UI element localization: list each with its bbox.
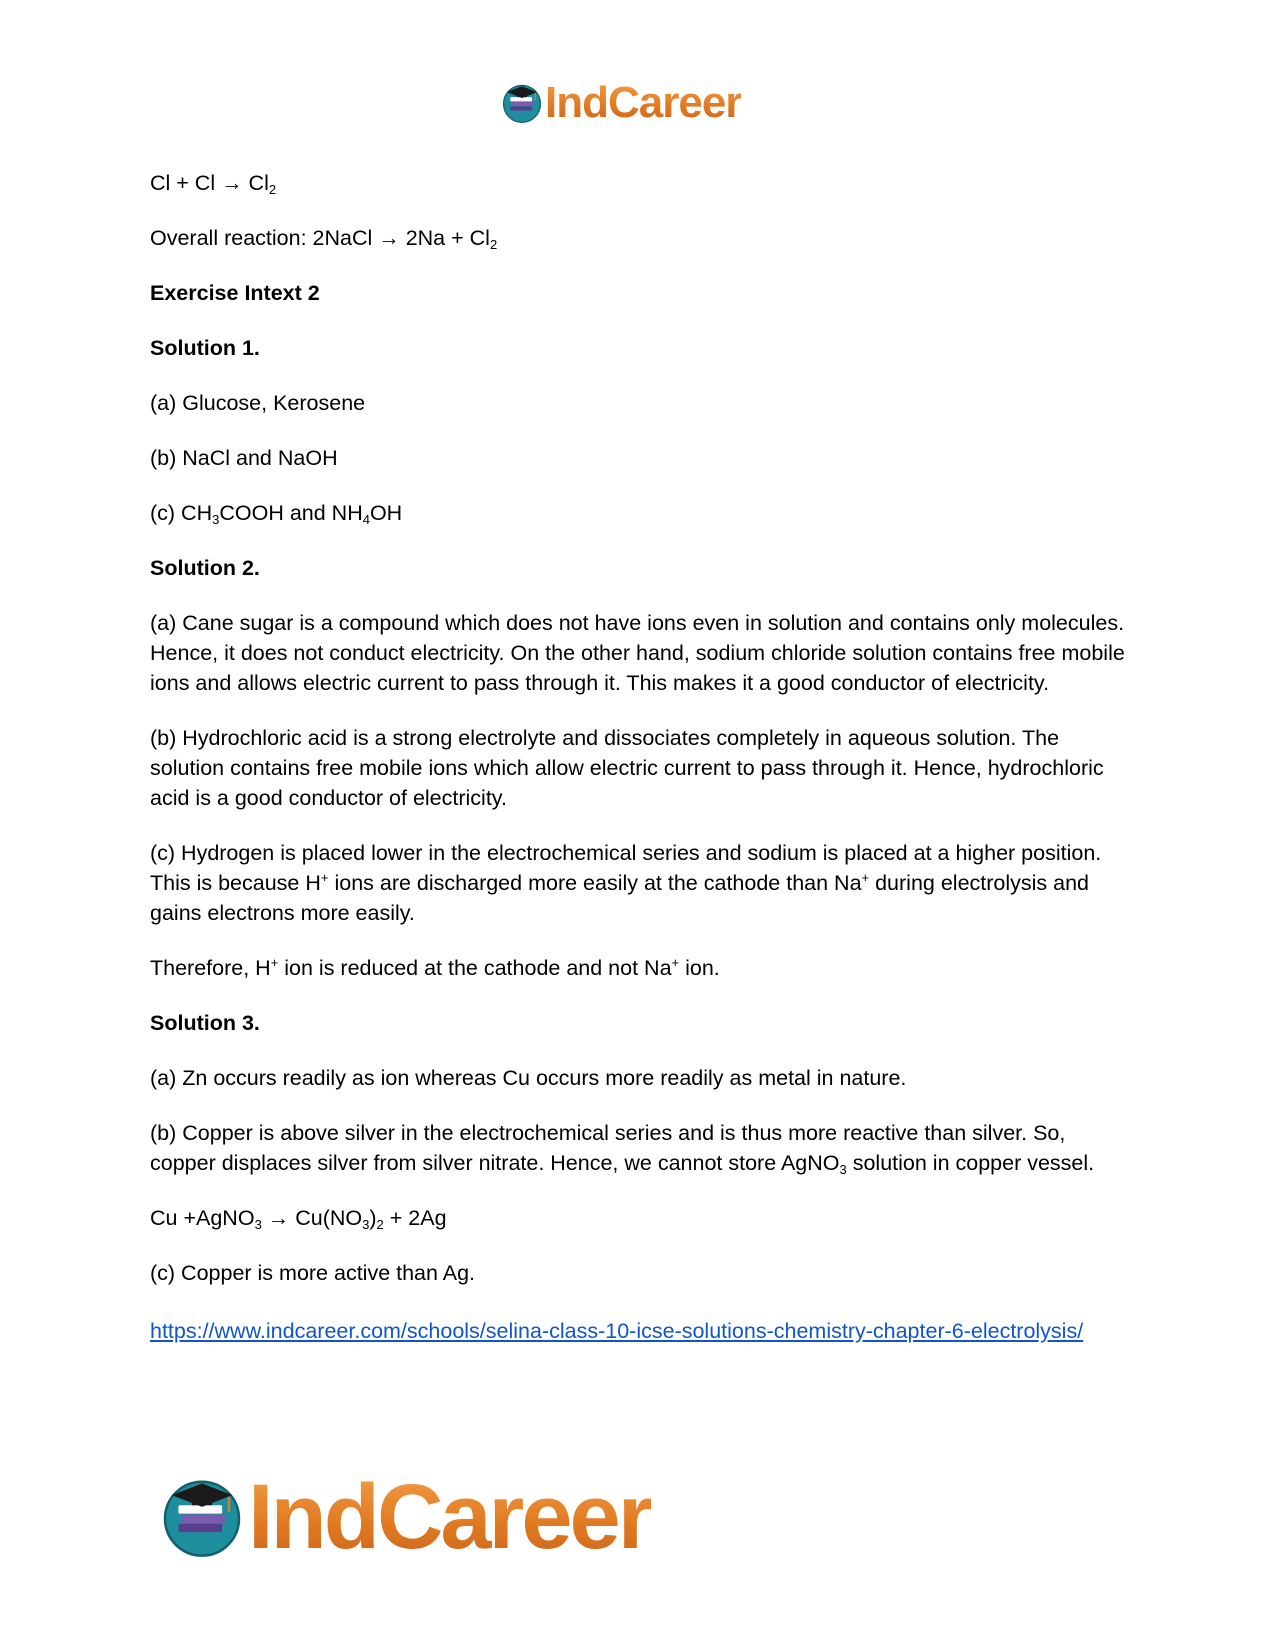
- header-logo: [501, 78, 741, 128]
- solution-3-equation: Cu +AgNO$_3$ → $Cu(NO_3)_2 + 2Ag$: [150, 1206, 447, 1232]
- overall-reaction: Overall reaction: 2NaCl → $2Na + Cl_2$: [150, 226, 498, 252]
- logo-text: IndCareer: [248, 1465, 651, 1568]
- solution-3-b: (b) Copper is above silver in the electrochemical series and is thus more reactive than silver. So, copper displaces silver from silver nitrate. Hence, we cannot store AgNO$_3$ solution in copper vessel.: [150, 1121, 1095, 1177]
- source-link[interactable]: https://www.indcareer.com/schools/selina-class-10-icse-solutions-chemistry-chapter-6-electrolysis/: [150, 1319, 1084, 1343]
- solution-3-c: (c) Copper is more active than Ag.: [150, 1261, 476, 1285]
- solution-3-a: (a) Zn occurs readily as ion whereas Cu occurs more readily as metal in nature.: [150, 1066, 907, 1090]
- graduation-book-icon: [501, 82, 543, 124]
- source-link-paragraph: [150, 1313, 1130, 1349]
- solution-1-c: (c) $CH_3COOH$ and $NH_4OH$: [150, 501, 403, 527]
- solution-2-b: (b) Hydrochloric acid is a strong electrolyte and dissociates completely in aqueous solution. The solution contains free mobile ions which allow electric current to pass through it. Hence, hydrochloric acid is a good conductor of electricity.: [150, 726, 1104, 810]
- logo-text: IndCareer: [545, 78, 742, 127]
- solution-3-title: Solution 3.: [150, 1011, 260, 1035]
- footer-logo: [160, 1467, 651, 1567]
- solution-1-b: (b) NaCl and NaOH: [150, 446, 338, 470]
- solution-1-a: (a) Glucose, Kerosene: [150, 391, 366, 415]
- document-body: [150, 168, 1130, 1374]
- section-heading: Exercise Intext 2: [150, 281, 320, 305]
- solution-2-c: (c) Hydrogen is placed lower in the electrochemical series and sodium is placed at a higher position. This is because H+ ions are discharged more easily at the cathode than Na+ during electrolysis and gains electrons more easily.: [150, 841, 1102, 925]
- solution-2-title: Solution 2.: [150, 556, 260, 580]
- solution-1-title: Solution 1.: [150, 336, 260, 360]
- solution-2-a: (a) Cane sugar is a compound which does not have ions even in solution and contains only molecules. Hence, it does not conduct electricity. On the other hand, sodium chloride solution contains free mobile ions and allows electric current to pass through it. This makes it a good conductor of electricity.: [150, 611, 1125, 695]
- solution-2-d: Therefore, H+ ion is reduced at the cathode and not Na+ ion.: [150, 955, 720, 980]
- graduation-book-icon: [160, 1475, 244, 1559]
- equation-line: $Cl + Cl \to Cl_2$: [150, 171, 277, 197]
